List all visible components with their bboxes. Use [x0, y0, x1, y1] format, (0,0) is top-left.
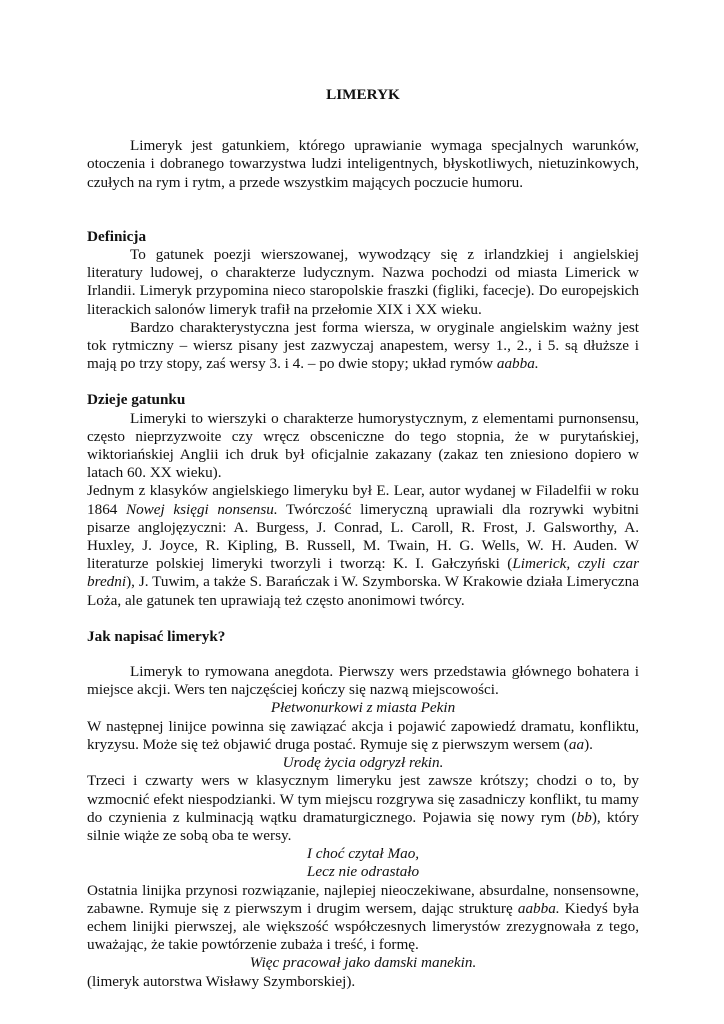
spacer [87, 192, 639, 228]
text-run: Trzeci i czwarty wers w klasycznym limeryku jest zawsze krótszy; chodzi o to, by wzmocnić efekt niespodzianki. W tym miejscu rozgrywa się zasadniczy konflikt, tu mamy do czynienia z kulminacją wątku dramaturgicznego. Pojawia się nowy rym ( [87, 772, 639, 826]
document-content [87, 86, 639, 991]
text-run: ), który silnie wiąże ze sobą oba te wersy. [87, 808, 639, 844]
italic-run: bb [576, 808, 592, 826]
italic-run: aabba. [517, 899, 560, 917]
italic-run: Limerick, czyli czar bredni [87, 555, 639, 591]
italic-run: Nowej księgi nonsensu. [125, 500, 278, 518]
limerick-verse-4: Lecz nie odrastało [306, 863, 420, 881]
limerick-verse-5: Więc pracował jako damski manekin. [249, 954, 477, 972]
dzieje-paragraph-2 [87, 482, 639, 609]
jak-paragraph-2 [87, 718, 639, 754]
closing-note: (limeryk autorstwa Wisławy Szymborskiej). [87, 972, 356, 990]
limerick-verse-3: I choć czytał Mao, [306, 845, 420, 863]
section-heading-dzieje: Dzieje gatunku [87, 391, 186, 409]
jak-paragraph-1: Limeryk to rymowana anegdota. Pierwszy wers przedstawia głównego bohatera i miejsce akcji. Wers ten najczęściej kończy się nazwą miejscowości. [87, 663, 639, 699]
dzieje-paragraph-1: Limeryki to wierszyki o charakterze humorystycznym, z elementami purnonsensu, często nieprzyzwoite czy wręcz obsceniczne do tego stopnia, że w purytańskiej, wiktoriańskiej Anglii ich druk był oficjalnie zakazany (zakaz ten zniesiono dopiero w latach 60. XX wieku). [87, 409, 639, 482]
text-run: Kiedyś była echem linijki pierwszej, ale większość współczesnych limerystów zrezygnowała z tego, uważając, że takie powtórzenie zubaża i treść, i formę. [87, 899, 639, 954]
italic-run: aabba. [496, 355, 539, 373]
limerick-verse-2: Urodę życia odgryzł rekin. [282, 754, 444, 772]
italic-run: aa [568, 735, 585, 753]
spacer [87, 610, 639, 628]
text-run: Twórczość limeryczną uprawiali dla rozrywki wybitni pisarze anglojęzyczni: A. Burgess, J. Conrad, L. Caroll, R. Frost, J. Galsworthy, A. Huxley, J. Joyce, R. Kipling, B. Russell, M. Twain, H. G. Wells, W. H. Auden. W literaturze polskiej limeryki tworzyli i tworzą: K. I. Gałczyński ( [87, 500, 639, 573]
jak-paragraph-3 [87, 772, 639, 845]
page-title: LIMERYK [326, 86, 400, 103]
text-run: ), J. Tuwim, a także S. Barańczak i W. Szymborska. W Krakowie działa Limeryczna Loża, ale gatunek ten uprawiają też często anonimowi twórcy. [87, 573, 639, 609]
limerick-verse-1: Płetwonurkowi z miasta Pekin [270, 699, 456, 717]
jak-paragraph-4 [87, 882, 639, 955]
definicja-paragraph-1: To gatunek poezji wierszowanej, wywodzący się z irlandzkiej i angielskiej literatury ludowej, o charakterze ludycznym. Nazwa pochodzi od miasta Limerick w Irlandii. Limeryk przypomina nieco staropolskie fraszki (figliki, facecje). Do europejskich literackich salonów limeryk trafił na przełomie XIX i XX wieku. [87, 246, 639, 318]
spacer [87, 373, 639, 391]
text-run: Ostatnia linijka przynosi rozwiązanie, najlepiej nieoczekiwane, absurdalne, nonsensowne, zabawne. Rymuje się z pierwszym i drugim wersem, dając strukturę [87, 881, 639, 917]
section-heading-definicja: Definicja [87, 227, 147, 245]
text-run: Bardzo charakterystyczna jest forma wiersza, w oryginale angielskim ważny jest tok rytmiczny – wiersz pisany jest zazwyczaj anapestem, wersy 1., 2., i 5. są dłuższe i mają po trzy stopy, zaś wersy 3. i 4. – po dwie stopy; układ rymów [87, 318, 639, 373]
definicja-paragraph-2 [87, 319, 639, 374]
text-run: Jednym z klasyków angielskiego limeryku był E. Lear, autor wydanej w Filadelfii w roku 1864 [87, 482, 639, 518]
section-heading-jak: Jak napisać limeryk? [87, 627, 226, 645]
intro-paragraph: Limeryk jest gatunkiem, którego uprawianie wymaga specjalnych warunków, otoczenia i dobranego towarzystwa ludzi inteligentnych, błyskotliwych, nietuzinkowych, czułych na rym i rytm, a przede wszystkim mających poczucie humoru. [87, 137, 639, 191]
spacer [87, 646, 639, 663]
text-run: W następnej linijce powinna się zawiązać akcja i pojawić zapowiedź dramatu, konfliktu, kryzysu. Może się też objawić druga postać. Rymuje się z pierwszym wersem ( [87, 717, 639, 753]
text-run: ). [584, 735, 593, 753]
